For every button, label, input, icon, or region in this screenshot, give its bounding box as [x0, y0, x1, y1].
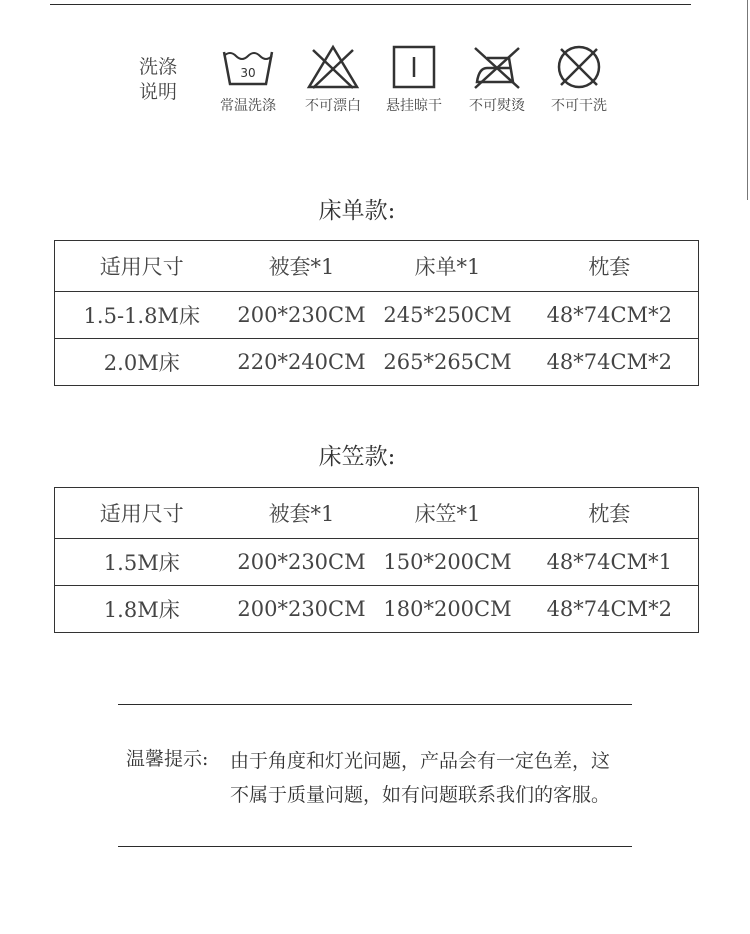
right-edge-line	[747, 0, 748, 200]
no-dry-clean-icon	[551, 44, 607, 90]
cell-pillowcase: 48*74CM*1	[546, 550, 672, 574]
notice-bottom-divider	[118, 846, 632, 847]
header-size: 适用尺寸	[55, 488, 229, 539]
no-iron-icon	[469, 44, 525, 90]
notice-label: 温馨提示:	[126, 748, 209, 770]
washing-instructions-title	[130, 55, 186, 105]
cell-fitted-sheet: 180*200CM	[375, 586, 521, 633]
table-row	[55, 539, 699, 586]
table-header-row	[55, 241, 699, 292]
top-divider	[50, 4, 691, 5]
table-header-row	[55, 488, 699, 539]
notice-line2: 不属于质量问题，如有问题联系我们的客服。	[230, 784, 611, 806]
header-duvet-cover: 被套*1	[229, 488, 375, 539]
header-size: 适用尺寸	[55, 241, 229, 292]
wash-30-icon	[220, 44, 276, 90]
cell-pillowcase: 48*74CM*2	[521, 586, 699, 633]
cell-size: 1.5-1.8M床	[83, 304, 200, 328]
header-pillowcase: 枕套	[521, 488, 699, 539]
cell-sheet: 265*265CM	[375, 339, 521, 386]
header-sheet: 床单*1	[375, 241, 521, 292]
sheet-set-title: 床单款:	[318, 198, 396, 224]
washing-title-line1: 洗涤	[138, 56, 177, 78]
header-duvet-cover: 被套*1	[229, 241, 375, 292]
cell-duvet-cover: 220*240CM	[229, 339, 375, 386]
hang-dry-icon	[386, 44, 442, 90]
no-bleach-icon	[305, 44, 361, 90]
table-row	[55, 292, 699, 339]
cell-pillowcase: 48*74CM*2	[546, 303, 672, 327]
cell-duvet-cover: 200*230CM	[229, 586, 375, 633]
cell-sheet: 245*250CM	[383, 303, 512, 327]
fitted-set-table	[54, 487, 699, 633]
table-row	[55, 586, 699, 633]
cell-duvet-cover: 200*230CM	[237, 550, 366, 574]
cell-size: 2.0M床	[55, 339, 229, 386]
header-pillowcase: 枕套	[521, 241, 699, 292]
notice-top-divider	[118, 704, 632, 705]
sheet-set-table	[54, 240, 699, 386]
notice-text	[230, 744, 630, 812]
table-row	[55, 339, 699, 386]
cell-size: 1.8M床	[55, 586, 229, 633]
cell-duvet-cover: 200*230CM	[237, 303, 366, 327]
care-label-no-bleach: 不可漂白	[305, 98, 361, 114]
notice-line1: 由于角度和灯光问题，产品会有一定色差，这	[230, 750, 611, 772]
wash-temp-text: 30	[240, 66, 256, 80]
cell-fitted-sheet: 150*200CM	[383, 550, 512, 574]
care-label-no-dry-clean: 不可干洗	[551, 98, 607, 114]
header-fitted-sheet: 床笠*1	[375, 488, 521, 539]
washing-title-line2: 说明	[138, 81, 177, 103]
care-label-wash: 常温洗涤	[220, 98, 276, 114]
care-label-no-iron: 不可熨烫	[469, 98, 525, 114]
cell-pillowcase: 48*74CM*2	[521, 339, 699, 386]
cell-size: 1.5M床	[103, 551, 180, 575]
fitted-set-title: 床笠款:	[318, 444, 396, 470]
care-label-hang-dry: 悬挂晾干	[386, 98, 442, 114]
